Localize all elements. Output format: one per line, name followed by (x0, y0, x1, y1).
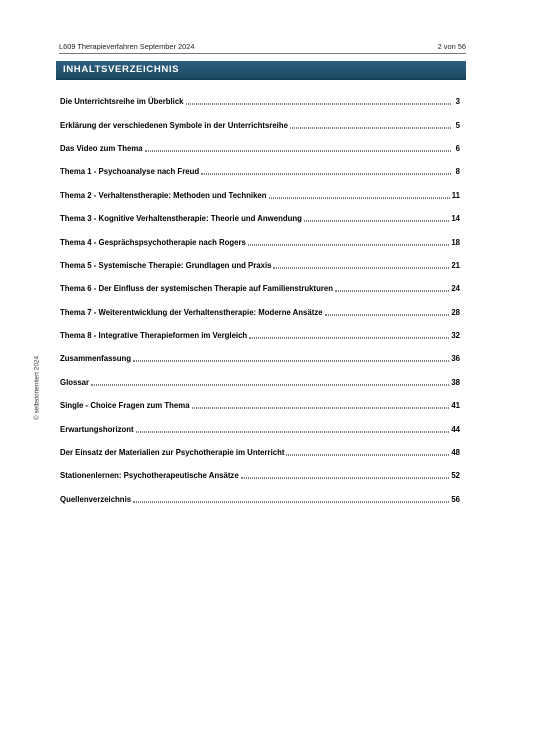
copyright-notice: © selbstorientiert 2024 (33, 355, 41, 421)
toc-entry[interactable] (60, 90, 460, 113)
toc-entry[interactable] (60, 301, 460, 324)
toc-entry[interactable] (60, 230, 460, 253)
toc-entry[interactable] (60, 324, 460, 347)
toc-entry-page-number: 6 (455, 143, 460, 153)
toc-entry-title: Thema 8 - Integrative Therapieformen im Vergleich (60, 331, 248, 341)
toc-dot-leader (248, 244, 449, 245)
toc-dot-leader (269, 197, 450, 198)
toc-entry-title: Single - Choice Fragen zum Thema (60, 401, 190, 411)
toc-entry-page-number: 14 (451, 214, 460, 224)
toc-entry-page-number: 32 (451, 331, 460, 341)
toc-dot-leader (325, 314, 450, 315)
toc-dot-leader (145, 150, 451, 151)
toc-dot-leader (186, 104, 452, 105)
toc-entry-page-number: 3 (455, 97, 460, 107)
toc-entry[interactable] (60, 371, 460, 394)
toc-entry-title: Thema 6 - Der Einfluss der systemischen Therapie auf Familienstrukturen (60, 284, 333, 294)
toc-entry-page-number: 48 (451, 448, 460, 458)
toc-entry-title: Thema 4 - Gesprächspsychotherapie nach Rogers (60, 237, 246, 247)
toc-entry-title: Thema 3 - Kognitive Verhaltenstherapie: Theorie und Anwendung (60, 214, 302, 224)
toc-entry[interactable] (60, 441, 460, 464)
document-title: L609 Therapieverfahren September 2024 (59, 41, 195, 51)
toc-dot-leader (241, 478, 450, 479)
toc-entry-page-number: 52 (451, 471, 460, 481)
toc-heading-banner (56, 61, 466, 80)
toc-entry-title: Der Einsatz der Materialien zur Psychotherapie im Unterricht (60, 448, 285, 458)
toc-entry[interactable] (60, 394, 460, 417)
toc-dot-leader (290, 127, 451, 128)
toc-entry[interactable] (60, 254, 460, 277)
toc-entry[interactable] (60, 160, 460, 183)
toc-dot-leader (192, 408, 450, 409)
toc-dot-leader (136, 431, 450, 432)
toc-dot-leader (133, 361, 449, 362)
toc-entry-page-number: 56 (451, 494, 460, 504)
toc-entry-page-number: 44 (451, 424, 460, 434)
toc-entry[interactable] (60, 417, 460, 440)
toc-entry[interactable] (60, 137, 460, 160)
toc-entry-page-number: 38 (451, 377, 460, 387)
toc-entry-title: Stationenlernen: Psychotherapeutische Ansätze (60, 471, 239, 481)
toc-dot-leader (201, 174, 451, 175)
toc-dot-leader (273, 267, 449, 268)
toc-dot-leader (91, 384, 449, 385)
toc-heading: INHALTSVERZEICHNIS (63, 64, 180, 75)
toc-entry[interactable] (60, 464, 460, 487)
toc-dot-leader (335, 291, 449, 292)
toc-dot-leader (133, 501, 449, 502)
toc-entry-page-number: 11 (451, 190, 460, 200)
toc-entry[interactable] (60, 347, 460, 370)
toc-entry-page-number: 24 (451, 284, 460, 294)
toc-entry[interactable] (60, 488, 460, 511)
toc-entry[interactable] (60, 277, 460, 300)
toc-entry-page-number: 21 (451, 260, 460, 270)
toc-entry-title: Die Unterrichtsreihe im Überblick (60, 97, 184, 107)
toc-entry-title: Glossar (60, 377, 90, 387)
toc-entry-page-number: 36 (451, 354, 460, 364)
toc-entry-title: Thema 7 - Weiterentwicklung der Verhaltenstherapie: Moderne Ansätze (60, 307, 323, 317)
toc-dot-leader (286, 455, 449, 456)
toc-list (60, 90, 460, 511)
toc-entry-title: Erwartungshorizont (60, 424, 134, 434)
toc-entry[interactable] (60, 207, 460, 230)
page-header (59, 40, 466, 52)
toc-dot-leader (304, 221, 449, 222)
toc-entry-title: Das Video zum Thema (60, 143, 143, 153)
toc-entry-page-number: 5 (455, 120, 460, 130)
header-divider (59, 53, 466, 54)
page-indicator: 2 von 56 (437, 41, 466, 51)
toc-entry-title: Thema 1 - Psychoanalyse nach Freud (60, 167, 200, 177)
toc-entry-page-number: 8 (455, 167, 460, 177)
toc-entry-title: Thema 2 - Verhaltenstherapie: Methoden und Techniken (60, 190, 267, 200)
toc-entry-title: Zusammenfassung (60, 354, 132, 364)
toc-entry-page-number: 41 (451, 401, 460, 411)
toc-entry-title: Erklärung der verschiedenen Symbole in der Unterrichtsreihe (60, 120, 288, 130)
toc-entry-title: Thema 5 - Systemische Therapie: Grundlagen und Praxis (60, 260, 272, 270)
toc-entry[interactable] (60, 113, 460, 136)
toc-entry-page-number: 28 (451, 307, 460, 317)
toc-entry-page-number: 18 (451, 237, 460, 247)
toc-dot-leader (249, 338, 449, 339)
toc-entry-title: Quellenverzeichnis (60, 494, 132, 504)
toc-entry[interactable] (60, 184, 460, 207)
